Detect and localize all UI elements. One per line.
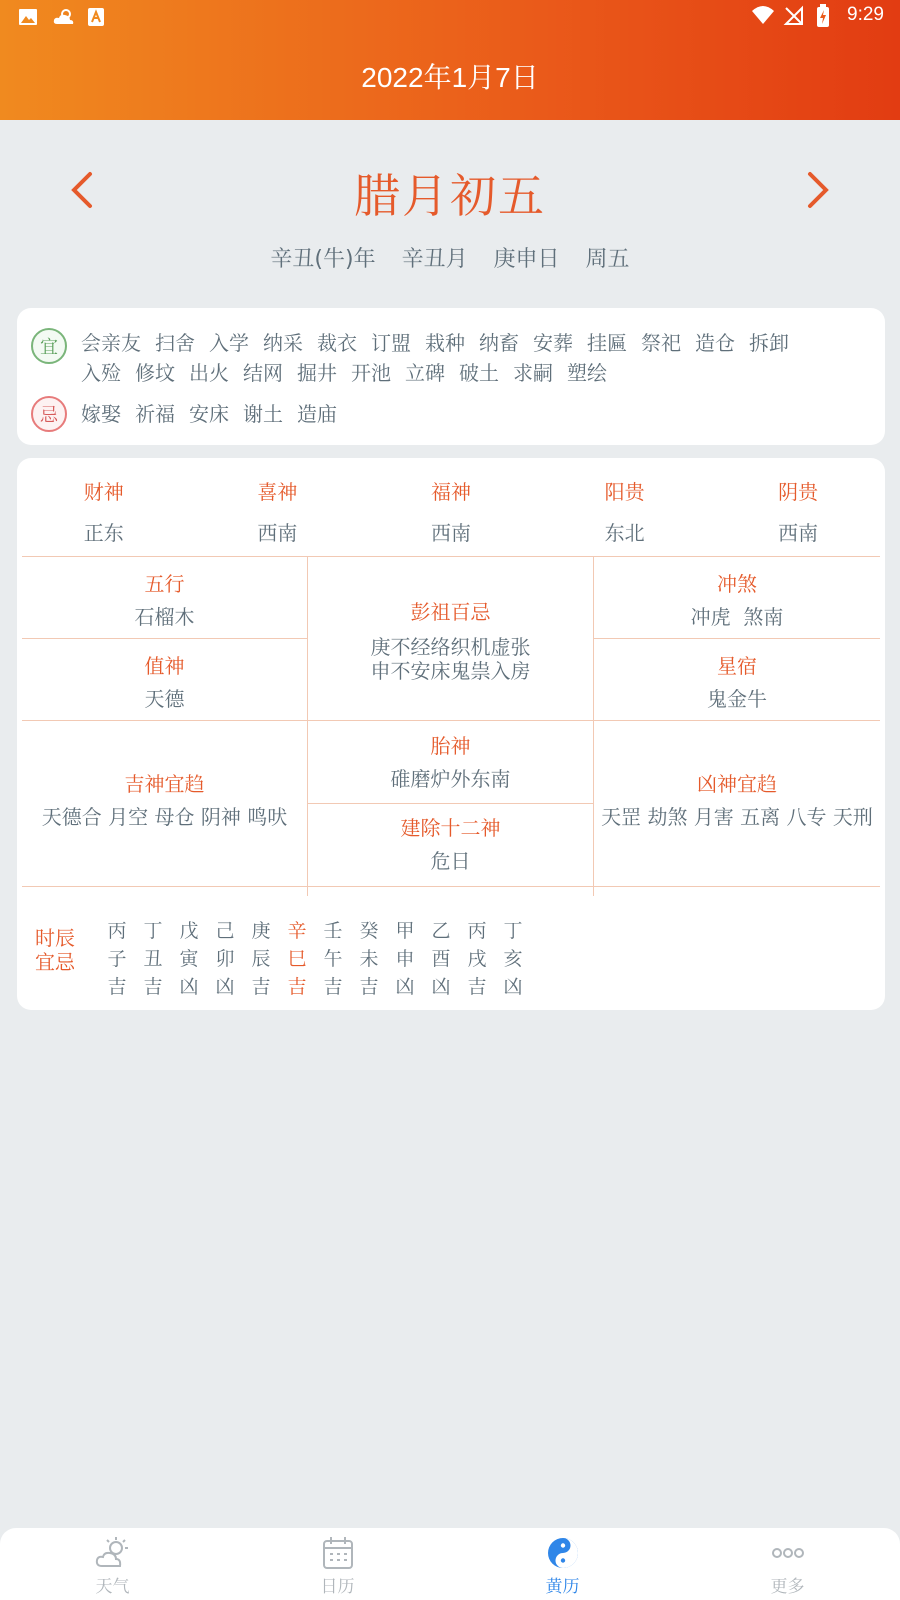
god-direction-value: 正东	[83, 521, 124, 545]
god-direction-value: 西南	[778, 521, 819, 545]
yi-item: 立碑	[405, 361, 445, 385]
gallery-notification-icon	[18, 7, 38, 27]
app-notification-icon	[86, 7, 106, 27]
ji-item: 嫁娶	[81, 402, 121, 426]
page-title: 2022年1月7日	[361, 62, 539, 93]
shichen-row-gan	[99, 916, 531, 944]
xiongshen-value: 天罡 劫煞 月害 五离 八专 天刑	[601, 805, 873, 829]
next-day-button[interactable]	[794, 168, 838, 212]
yi-items	[81, 328, 841, 388]
god-title: 福神	[430, 480, 471, 504]
yi-item: 塑绘	[567, 361, 607, 385]
shichen-cell: 卯	[215, 948, 235, 970]
shichen-cell: 吉	[287, 976, 307, 998]
yi-item: 祭祀	[641, 331, 681, 355]
shichen-cell: 吉	[323, 976, 343, 998]
xingsu-title: 星宿	[717, 654, 757, 678]
yi-row	[31, 328, 841, 388]
wuxing-title: 五行	[144, 572, 185, 596]
ji-item: 安床	[189, 402, 229, 426]
chevron-right-icon	[794, 168, 838, 212]
ji-item: 造庙	[297, 402, 337, 426]
battery-charging-icon	[815, 4, 837, 26]
god-direction	[711, 458, 885, 556]
jishen-title: 吉神宜趋	[124, 772, 205, 796]
pengzu-line-1: 庚不经络织机虚张	[370, 635, 531, 659]
god-direction	[364, 458, 538, 556]
xiongshen-title: 凶神宜趋	[697, 772, 777, 796]
shichen-cell: 凶	[503, 976, 523, 998]
chongsha-title: 冲煞	[717, 572, 757, 596]
shichen-grid	[99, 916, 531, 1000]
god-title: 阴贵	[778, 480, 819, 504]
wuxing-cell	[22, 568, 307, 629]
shichen-cell: 吉	[143, 976, 163, 998]
tab-calendar-label: 日历	[320, 1577, 355, 1597]
jianchu-cell	[308, 812, 593, 873]
clock: 9:29	[847, 4, 884, 25]
shichen-cell: 吉	[467, 976, 487, 998]
taiji-icon	[544, 1536, 582, 1570]
shichen-cell: 亥	[503, 948, 523, 970]
shichen-cell: 寅	[179, 948, 199, 970]
yi-item: 掘井	[297, 361, 337, 385]
god-direction	[17, 458, 191, 556]
zhishen-cell	[22, 650, 307, 711]
yi-item: 出火	[189, 361, 229, 385]
shichen-cell: 乙	[431, 920, 451, 942]
shichen-cell: 子	[107, 948, 127, 970]
shichen-cell: 午	[323, 948, 343, 970]
calendar-icon	[319, 1536, 357, 1570]
tab-weather-label: 天气	[95, 1577, 130, 1597]
shichen-cell: 未	[359, 948, 379, 970]
yi-item: 栽种	[425, 331, 465, 355]
shichen-cell: 辰	[251, 948, 271, 970]
wifi-icon	[751, 4, 773, 26]
jianchu-title: 建除十二神	[400, 816, 501, 840]
shichen-cell: 丑	[143, 948, 163, 970]
yi-seal-icon: 宜	[31, 328, 67, 364]
yi-item: 纳采	[263, 331, 303, 355]
yi-item: 破土	[459, 361, 499, 385]
yi-item: 修坟	[135, 361, 175, 385]
tab-more[interactable]	[675, 1528, 900, 1600]
yi-item: 求嗣	[513, 361, 553, 385]
yi-item: 入殓	[81, 361, 121, 385]
yi-item: 纳畜	[479, 331, 519, 355]
status-bar	[0, 0, 900, 36]
ji-item: 祈福	[135, 402, 175, 426]
ji-row	[31, 396, 841, 432]
ji-items	[81, 396, 841, 432]
shichen-cell: 凶	[179, 976, 199, 998]
god-direction-value: 西南	[430, 521, 471, 545]
jishen-cell	[22, 768, 307, 829]
taishen-title: 胎神	[430, 734, 471, 758]
shichen-cell: 凶	[215, 976, 235, 998]
shichen-cell: 吉	[251, 976, 271, 998]
yi-item: 扫舍	[155, 331, 195, 355]
pengzu-cell	[308, 596, 593, 683]
ji-seal-icon: 忌	[31, 396, 67, 432]
shichen-cell: 壬	[323, 920, 343, 942]
jianchu-value: 危日	[430, 849, 471, 873]
bottom-tab-bar	[0, 1528, 900, 1600]
jishen-value: 天德合 月空 母仓 阴神 鸣吠	[41, 805, 288, 829]
app-header	[0, 0, 900, 120]
yi-item: 挂匾	[587, 331, 627, 355]
zhishen-value: 天德	[144, 687, 185, 711]
god-direction	[538, 458, 712, 556]
yi-item: 拆卸	[749, 331, 789, 355]
weather-notification-icon	[52, 7, 72, 27]
god-direction	[191, 458, 365, 556]
yi-item: 开池	[351, 361, 391, 385]
ji-item: 谢土	[243, 402, 283, 426]
taishen-cell	[308, 730, 593, 791]
xingsu-cell	[594, 650, 880, 711]
tab-more-label: 更多	[770, 1577, 805, 1597]
shichen-cell: 申	[395, 948, 415, 970]
shichen-cell: 吉	[107, 976, 127, 998]
shichen-row-zhi	[99, 944, 531, 972]
yi-item: 裁衣	[317, 331, 357, 355]
tab-weather[interactable]	[0, 1528, 225, 1600]
xiongshen-cell	[594, 768, 880, 829]
tab-almanac[interactable]	[450, 1528, 675, 1600]
wuxing-value: 石榴木	[134, 605, 195, 629]
shichen-cell: 吉	[359, 976, 379, 998]
yi-ji-card	[17, 308, 885, 445]
pengzu-title: 彭祖百忌	[410, 600, 491, 624]
shichen-label-line-1: 时辰	[35, 926, 75, 950]
shichen-cell: 丁	[503, 920, 523, 942]
yi-item: 订盟	[371, 331, 411, 355]
weather-icon	[94, 1536, 132, 1570]
shichen-cell: 辛	[287, 920, 307, 942]
god-title: 财神	[83, 480, 124, 504]
chongsha-value: 冲虎 煞南	[690, 605, 784, 629]
shichen-label	[35, 926, 75, 974]
yi-item: 安葬	[533, 331, 573, 355]
shichen-cell: 凶	[395, 976, 415, 998]
ganzhi-info: 辛丑(牛)年 辛丑月 庚申日 周五	[270, 247, 630, 272]
no-signal-icon	[783, 4, 805, 26]
tab-almanac-label: 黄历	[545, 1577, 580, 1597]
shichen-cell: 戊	[179, 920, 199, 942]
shichen-cell: 凶	[431, 976, 451, 998]
tab-calendar[interactable]	[225, 1528, 450, 1600]
shichen-cell: 丙	[467, 920, 487, 942]
shichen-cell: 丁	[143, 920, 163, 942]
shichen-cell: 丙	[107, 920, 127, 942]
god-title: 阳贵	[604, 480, 645, 504]
yi-item: 入学	[209, 331, 249, 355]
shichen-cell: 戌	[467, 948, 487, 970]
shichen-section	[17, 896, 885, 1006]
chongsha-cell	[594, 568, 880, 629]
yi-item: 结网	[243, 361, 283, 385]
taishen-value: 碓磨炉外东南	[390, 767, 511, 791]
shichen-cell: 癸	[359, 920, 379, 942]
lunar-date-nav	[0, 150, 900, 290]
shichen-cell: 酉	[431, 948, 451, 970]
almanac-detail-card	[17, 458, 885, 1010]
yi-item: 会亲友	[81, 331, 141, 355]
pengzu-line-2: 申不安床鬼祟入房	[370, 659, 531, 683]
shichen-cell: 甲	[395, 920, 415, 942]
god-direction-value: 西南	[257, 521, 298, 545]
god-title: 喜神	[257, 480, 298, 504]
shichen-label-line-2: 宜忌	[35, 950, 75, 974]
shichen-cell: 己	[215, 920, 235, 942]
shichen-cell: 巳	[287, 948, 307, 970]
gods-directions	[17, 458, 885, 556]
lunar-date: 腊月初五	[354, 169, 546, 223]
xingsu-value: 鬼金牛	[707, 687, 767, 711]
more-icon	[769, 1536, 807, 1570]
shichen-row-jixiong	[99, 972, 531, 1000]
shichen-cell: 庚	[251, 920, 271, 942]
god-direction-value: 东北	[604, 521, 645, 545]
yi-item: 造仓	[695, 331, 735, 355]
zhishen-title: 值神	[144, 654, 185, 678]
